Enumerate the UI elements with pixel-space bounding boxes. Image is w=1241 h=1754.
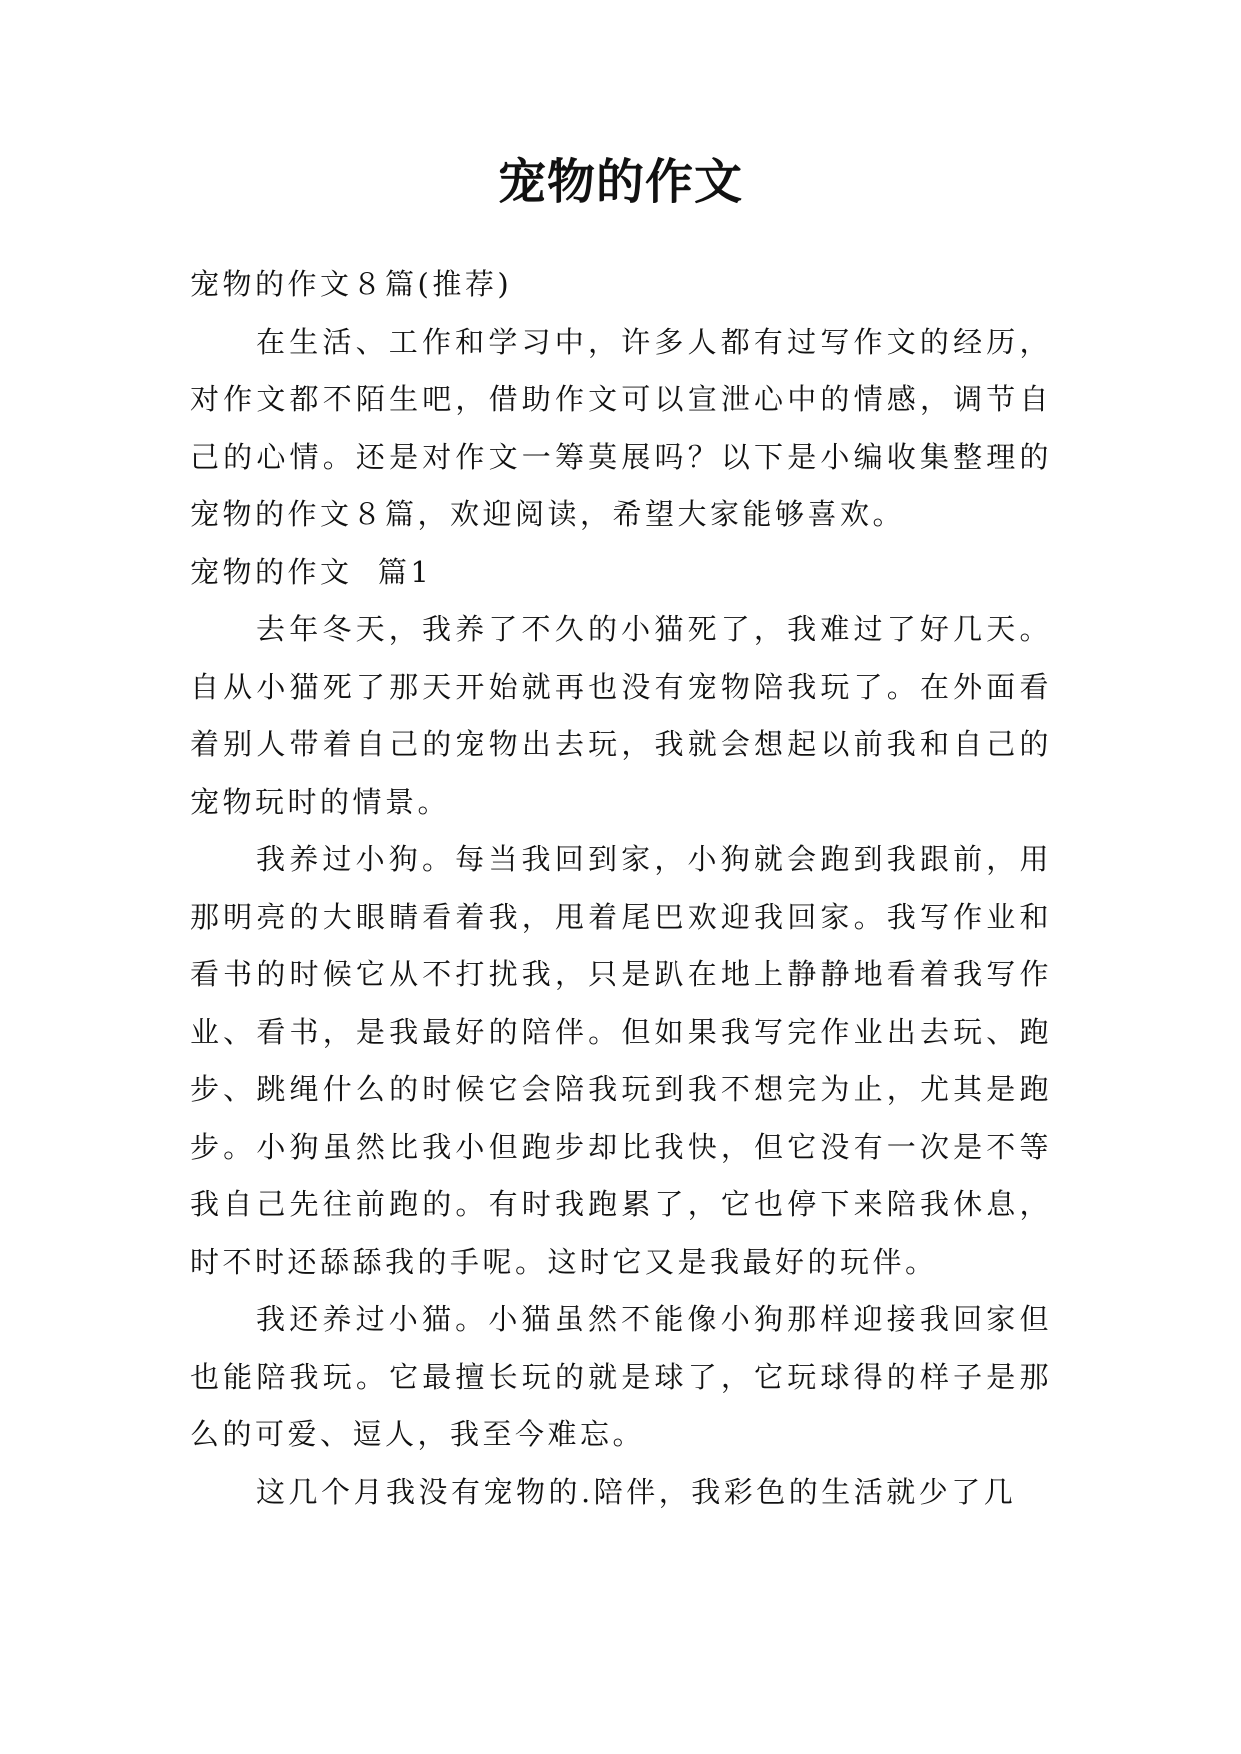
section-heading: 宠物的作文 篇1 — [190, 554, 433, 589]
document-title: 宠物的作文 — [497, 154, 743, 210]
body-paragraph-3: 我还养过小猫。小猫虽然不能像小狗那样迎接我回家但也能陪我玩。它最擅长玩的就是球了，它玩球得的样子是那么的可爱、逗人，我至今难忘。 — [190, 1302, 1052, 1451]
document-subtitle: 宠物的作文８篇(推荐) — [190, 267, 513, 301]
body-paragraph-2: 我养过小狗。每当我回到家，小狗就会跑到我跟前，用那明亮的大眼睛看着我，甩着尾巴欢迎我回家。我写作业和看书的时候它从不打扰我，只是趴在地上静静地看着我写作业、看书，是我最好的陪伴。但如果我写完作业出去玩、跑步、跳绳什么的时候它会陪我玩到我不想完为止，尤其是跑步。小狗虽然比我小但跑步却比我快，但它没有一次是不等我自己先往前跑的。有时我跑累了，它也停下来陪我休息，时不时还舔舔我的手呢。这时它又是我最好的玩伴。 — [190, 842, 1052, 1279]
document-body — [190, 256, 1052, 1521]
body-paragraph-1: 去年冬天，我养了不久的小猫死了，我难过了好几天。自从小猫死了那天开始就再也没有宠物陪我玩了。在外面看着别人带着自己的宠物出去玩，我就会想起以前我和自己的宠物玩时的情景。 — [190, 612, 1052, 819]
body-paragraph-4: 这几个月我没有宠物的.陪伴，我彩色的生活就少了几 — [256, 1474, 1017, 1509]
intro-paragraph: 在生活、工作和学习中，许多人都有过写作文的经历，对作文都不陌生吧，借助作文可以宣泄心中的情感，调节自己的心情。还是对作文一筹莫展吗？以下是小编收集整理的宠物的作文８篇，欢迎阅读，希望大家能够喜欢。 — [190, 324, 1052, 531]
